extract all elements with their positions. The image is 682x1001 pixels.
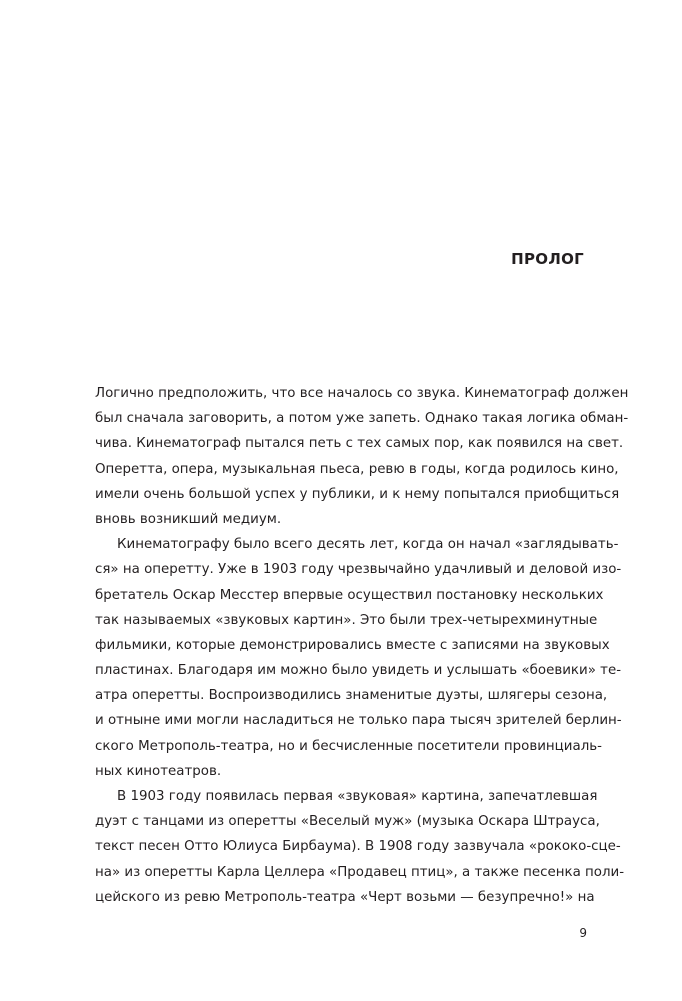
text-line: так называемых «звуковых картин». Это были трех-четырехминутные [95, 612, 598, 628]
paragraph [95, 381, 629, 532]
text-line: цейского из ревю Метрополь-театра «Черт возьми — безупречно!» на [95, 889, 595, 905]
text-line: пластинах. Благодаря им можно было увидеть и услышать «боевики» те- [95, 663, 622, 679]
text-line: фильмики, которые демонстрировались вместе с записями на звуковых [95, 637, 610, 653]
body-text [95, 381, 629, 910]
text-line: на» из оперетты Карла Целлера «Продавец птиц», а также песенка поли- [95, 864, 625, 880]
text-line: имели очень большой успех у публики, и к нему попытался приобщиться [95, 486, 620, 502]
text-line: и отныне ими могли насладиться не только пара тысяч зрителей берлин- [95, 713, 622, 729]
text-line: ского Метрополь-театра, но и бесчисленные посетители провинциаль- [95, 738, 602, 754]
page-number: 9 [579, 926, 587, 940]
text-line: Кинематографу было всего десять лет, когда он начал «заглядывать- [117, 537, 619, 553]
text-line: Оперетта, опера, музыкальная пьеса, ревю в годы, когда родилось кино, [95, 461, 619, 477]
text-line: В 1903 году появилась первая «звуковая» картина, запечатлевшая [117, 789, 598, 804]
text-line: вновь возникший медиум. [95, 511, 282, 527]
text-line: чива. Кинематограф пытался петь с тех самых пор, как появился на свет. [95, 436, 624, 452]
chapter-title: ПРОЛОГ [511, 250, 584, 268]
text-line: ных кинотеатров. [95, 763, 222, 779]
text-line: текст песен Отто Юлиуса Бирбаума). В 1908 году зазвучала «рококо-сце- [95, 839, 621, 855]
text-line: Логично предположить, что все началось со звука. Кинематограф должен [95, 386, 629, 401]
text-line: бретатель Оскар Месстер впервые осуществил постановку нескольких [95, 587, 604, 603]
text-line: дуэт с танцами из оперетты «Веселый муж» (музыка Оскара Штрауса, [95, 814, 600, 830]
text-line: атра оперетты. Воспроизводились знаменитые дуэты, шлягеры сезона, [95, 688, 608, 704]
paragraph [95, 532, 622, 784]
text-line: ся» на оперетту. Уже в 1903 году чрезвычайно удачливый и деловой изо- [95, 562, 622, 578]
text-line: был сначала заговорить, а потом уже запеть. Однако такая логика обман- [95, 411, 629, 427]
paragraph [95, 784, 625, 910]
